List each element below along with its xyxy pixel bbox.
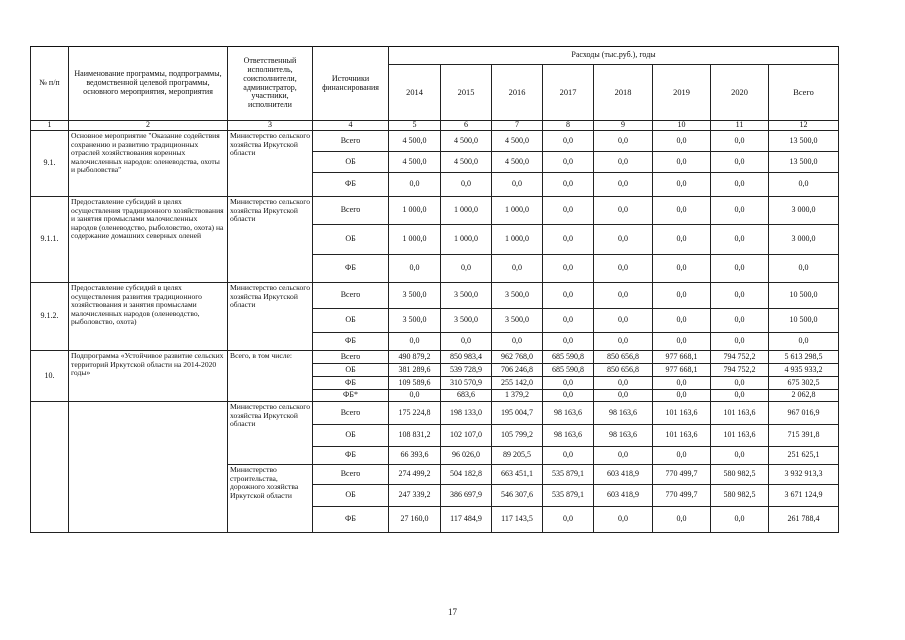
source-cell: Всего (313, 465, 389, 485)
column-number: 11 (711, 121, 769, 131)
value-cell: 0,0 (711, 309, 769, 333)
value-cell: 98 163,6 (594, 402, 653, 425)
value-cell: 0,0 (594, 173, 653, 197)
source-cell: ФБ* (313, 390, 389, 402)
value-cell: 175 224,8 (389, 402, 441, 425)
executor-name: Министерство строительства, дорожного хозяйства Иркутской области (228, 465, 313, 533)
value-cell: 794 752,2 (711, 364, 769, 377)
value-cell: 0,0 (594, 390, 653, 402)
value-cell: 3 500,0 (389, 283, 441, 309)
empty-cell (31, 402, 69, 533)
source-cell: Всего (313, 131, 389, 152)
value-cell: 0,0 (653, 173, 711, 197)
value-cell: 0,0 (653, 225, 711, 255)
value-cell: 0,0 (543, 333, 594, 351)
value-cell: 0,0 (653, 447, 711, 465)
value-cell: 715 391,8 (769, 425, 839, 447)
value-cell: 13 500,0 (769, 131, 839, 152)
header-executor: Ответственный исполнитель, соисполнители, администратор, участники, исполнители (228, 47, 313, 121)
value-cell: 794 752,2 (711, 351, 769, 364)
value-cell: 105 799,2 (492, 425, 543, 447)
value-cell: 0,0 (711, 152, 769, 173)
value-cell: 0,0 (711, 283, 769, 309)
value-cell: 0,0 (594, 309, 653, 333)
value-cell: 0,0 (389, 255, 441, 283)
value-cell: 770 499,7 (653, 465, 711, 485)
column-number: 1 (31, 121, 69, 131)
value-cell: 0,0 (653, 333, 711, 351)
value-cell: 0,0 (543, 255, 594, 283)
table-row (31, 197, 839, 225)
table-row (31, 402, 839, 425)
value-cell: 0,0 (711, 131, 769, 152)
source-cell: ОБ (313, 425, 389, 447)
header-year: 2018 (594, 65, 653, 121)
value-cell: 490 879,2 (389, 351, 441, 364)
source-cell: ФБ (313, 173, 389, 197)
value-cell: 0,0 (653, 309, 711, 333)
value-cell: 3 500,0 (389, 309, 441, 333)
value-cell: 977 668,1 (653, 364, 711, 377)
value-cell: 4 500,0 (389, 152, 441, 173)
program-name: Подпрограмма «Устойчивое развитие сельских территорий Иркутской области на 2014-2020 годы» (69, 351, 228, 402)
value-cell: 706 246,8 (492, 364, 543, 377)
value-cell: 3 500,0 (441, 309, 492, 333)
program-name: Предоставление субсидий в целях осуществления развития традиционного хозяйствования и занятия промыслами малочисленных народов (оленеводство, рыболовство, охота) (69, 283, 228, 351)
value-cell: 10 500,0 (769, 309, 839, 333)
value-cell: 1 000,0 (389, 225, 441, 255)
value-cell: 0,0 (653, 131, 711, 152)
empty-cell (69, 402, 228, 533)
value-cell: 1 000,0 (492, 225, 543, 255)
value-cell: 850 983,4 (441, 351, 492, 364)
value-cell: 0,0 (543, 447, 594, 465)
value-cell: 535 879,1 (543, 465, 594, 485)
header-year: 2014 (389, 65, 441, 121)
value-cell: 1 000,0 (441, 225, 492, 255)
value-cell: 3 500,0 (492, 309, 543, 333)
value-cell: 0,0 (492, 333, 543, 351)
value-cell: 0,0 (769, 173, 839, 197)
value-cell: 3 500,0 (492, 283, 543, 309)
value-cell: 3 000,0 (769, 225, 839, 255)
column-number: 3 (228, 121, 313, 131)
value-cell: 4 500,0 (389, 131, 441, 152)
source-cell: Всего (313, 402, 389, 425)
column-number: 7 (492, 121, 543, 131)
value-cell: 0,0 (441, 255, 492, 283)
value-cell: 0,0 (653, 377, 711, 390)
source-cell: ФБ (313, 507, 389, 533)
source-cell: ОБ (313, 309, 389, 333)
value-cell: 255 142,0 (492, 377, 543, 390)
value-cell: 0,0 (543, 377, 594, 390)
value-cell: 386 697,9 (441, 485, 492, 507)
value-cell: 251 625,1 (769, 447, 839, 465)
row-number: 9.1.1. (31, 197, 69, 283)
value-cell: 683,6 (441, 390, 492, 402)
program-name: Основное мероприятие "Оказание содействия сохранению и развитию традиционных отраслей хозяйствования коренных малочисленных народов: оленеводства, охоты и рыболовства" (69, 131, 228, 197)
row-number: 10. (31, 351, 69, 402)
value-cell: 0,0 (653, 507, 711, 533)
value-cell: 539 728,9 (441, 364, 492, 377)
value-cell: 685 590,8 (543, 364, 594, 377)
value-cell: 0,0 (653, 255, 711, 283)
row-number: 9.1.2. (31, 283, 69, 351)
value-cell: 0,0 (543, 283, 594, 309)
value-cell: 675 302,5 (769, 377, 839, 390)
value-cell: 0,0 (594, 507, 653, 533)
value-cell: 0,0 (441, 333, 492, 351)
table-row (31, 283, 839, 309)
value-cell: 0,0 (711, 255, 769, 283)
value-cell: 102 107,0 (441, 425, 492, 447)
column-number: 9 (594, 121, 653, 131)
header-source: Источники финансирования (313, 47, 389, 121)
table-row (31, 351, 839, 364)
page-number: 17 (448, 607, 457, 617)
header-num: № п/п (31, 47, 69, 121)
column-number: 12 (769, 121, 839, 131)
value-cell: 0,0 (543, 131, 594, 152)
budget-table (30, 46, 839, 533)
value-cell: 195 004,7 (492, 402, 543, 425)
value-cell: 0,0 (441, 173, 492, 197)
value-cell: 0,0 (594, 152, 653, 173)
value-cell: 0,0 (543, 507, 594, 533)
header-year: 2017 (543, 65, 594, 121)
value-cell: 66 393,6 (389, 447, 441, 465)
header-year: 2016 (492, 65, 543, 121)
column-number: 5 (389, 121, 441, 131)
value-cell: 0,0 (594, 377, 653, 390)
row-number: 9.1. (31, 131, 69, 197)
value-cell: 310 570,9 (441, 377, 492, 390)
source-cell: Всего (313, 283, 389, 309)
executor-name: Министерство сельского хозяйства Иркутской области (228, 283, 313, 351)
executor-name: Министерство сельского хозяйства Иркутской области (228, 197, 313, 283)
header-total: Всего (769, 65, 839, 121)
value-cell: 101 163,6 (653, 402, 711, 425)
value-cell: 4 500,0 (492, 131, 543, 152)
source-cell: Всего (313, 351, 389, 364)
value-cell: 0,0 (711, 197, 769, 225)
value-cell: 117 143,5 (492, 507, 543, 533)
value-cell: 3 671 124,9 (769, 485, 839, 507)
header-name: Наименование программы, подпрограммы, ведомственной целевой программы, основного мероприятия, мероприятия (69, 47, 228, 121)
value-cell: 603 418,9 (594, 465, 653, 485)
value-cell: 0,0 (711, 225, 769, 255)
value-cell: 0,0 (594, 131, 653, 152)
value-cell: 580 982,5 (711, 485, 769, 507)
value-cell: 1 000,0 (389, 197, 441, 225)
column-number: 4 (313, 121, 389, 131)
value-cell: 0,0 (543, 173, 594, 197)
value-cell: 0,0 (769, 255, 839, 283)
value-cell: 101 163,6 (711, 402, 769, 425)
value-cell: 0,0 (543, 197, 594, 225)
value-cell: 198 133,0 (441, 402, 492, 425)
value-cell: 0,0 (543, 152, 594, 173)
value-cell: 0,0 (769, 333, 839, 351)
value-cell: 261 788,4 (769, 507, 839, 533)
header-expenses: Расходы (тыс.руб.), годы (389, 47, 839, 65)
value-cell: 27 160,0 (389, 507, 441, 533)
value-cell: 850 656,8 (594, 364, 653, 377)
table-row (31, 131, 839, 152)
value-cell: 0,0 (389, 333, 441, 351)
value-cell: 0,0 (653, 197, 711, 225)
source-cell: ФБ (313, 447, 389, 465)
value-cell: 4 935 933,2 (769, 364, 839, 377)
value-cell: 0,0 (594, 333, 653, 351)
source-cell: ОБ (313, 364, 389, 377)
value-cell: 850 656,8 (594, 351, 653, 364)
value-cell: 504 182,8 (441, 465, 492, 485)
value-cell: 967 016,9 (769, 402, 839, 425)
header-row (31, 47, 839, 65)
value-cell: 0,0 (711, 173, 769, 197)
value-cell: 0,0 (492, 255, 543, 283)
value-cell: 0,0 (594, 283, 653, 309)
value-cell: 1 000,0 (492, 197, 543, 225)
value-cell: 4 500,0 (441, 131, 492, 152)
value-cell: 108 831,2 (389, 425, 441, 447)
value-cell: 96 026,0 (441, 447, 492, 465)
value-cell: 0,0 (492, 173, 543, 197)
value-cell: 580 982,5 (711, 465, 769, 485)
value-cell: 101 163,6 (653, 425, 711, 447)
value-cell: 109 589,6 (389, 377, 441, 390)
value-cell: 13 500,0 (769, 152, 839, 173)
value-cell: 603 418,9 (594, 485, 653, 507)
value-cell: 0,0 (594, 225, 653, 255)
value-cell: 1 379,2 (492, 390, 543, 402)
value-cell: 98 163,6 (543, 402, 594, 425)
source-cell: Всего (313, 197, 389, 225)
column-number: 2 (69, 121, 228, 131)
header-year: 2015 (441, 65, 492, 121)
executor-name: Министерство сельского хозяйства Иркутской области (228, 131, 313, 197)
source-cell: ОБ (313, 225, 389, 255)
value-cell: 962 768,0 (492, 351, 543, 364)
executor-name: Министерство сельского хозяйства Иркутской области (228, 402, 313, 465)
value-cell: 0,0 (543, 225, 594, 255)
value-cell: 98 163,6 (594, 425, 653, 447)
value-cell: 770 499,7 (653, 485, 711, 507)
value-cell: 0,0 (711, 377, 769, 390)
column-number: 8 (543, 121, 594, 131)
value-cell: 0,0 (711, 390, 769, 402)
value-cell: 0,0 (543, 390, 594, 402)
value-cell: 0,0 (389, 173, 441, 197)
value-cell: 2 062,8 (769, 390, 839, 402)
executor-name: Всего, в том числе: (228, 351, 313, 402)
value-cell: 0,0 (653, 152, 711, 173)
value-cell: 685 590,8 (543, 351, 594, 364)
value-cell: 89 205,5 (492, 447, 543, 465)
value-cell: 10 500,0 (769, 283, 839, 309)
source-cell: ФБ (313, 377, 389, 390)
value-cell: 117 484,9 (441, 507, 492, 533)
value-cell: 101 163,6 (711, 425, 769, 447)
program-name: Предоставление субсидий в целях осуществления традиционного хозяйствования и занятия промыслами малочисленных народов (оленеводство, рыболовство, охота) на содержание домашних северных оленей (69, 197, 228, 283)
column-number: 6 (441, 121, 492, 131)
value-cell: 0,0 (389, 390, 441, 402)
value-cell: 4 500,0 (492, 152, 543, 173)
value-cell: 247 339,2 (389, 485, 441, 507)
value-cell: 5 613 298,5 (769, 351, 839, 364)
source-cell: ОБ (313, 152, 389, 173)
source-cell: ФБ (313, 333, 389, 351)
source-cell: ФБ (313, 255, 389, 283)
value-cell: 977 668,1 (653, 351, 711, 364)
column-number-row (31, 121, 839, 131)
value-cell: 0,0 (653, 390, 711, 402)
value-cell: 0,0 (594, 447, 653, 465)
value-cell: 0,0 (711, 447, 769, 465)
value-cell: 3 500,0 (441, 283, 492, 309)
header-year: 2019 (653, 65, 711, 121)
value-cell: 0,0 (711, 333, 769, 351)
value-cell: 0,0 (594, 197, 653, 225)
column-number: 10 (653, 121, 711, 131)
value-cell: 535 879,1 (543, 485, 594, 507)
value-cell: 98 163,6 (543, 425, 594, 447)
value-cell: 546 307,6 (492, 485, 543, 507)
value-cell: 3 000,0 (769, 197, 839, 225)
value-cell: 0,0 (543, 309, 594, 333)
source-cell: ОБ (313, 485, 389, 507)
value-cell: 274 499,2 (389, 465, 441, 485)
value-cell: 1 000,0 (441, 197, 492, 225)
value-cell: 0,0 (653, 283, 711, 309)
header-year: 2020 (711, 65, 769, 121)
value-cell: 663 451,1 (492, 465, 543, 485)
value-cell: 381 289,6 (389, 364, 441, 377)
value-cell: 3 932 913,3 (769, 465, 839, 485)
value-cell: 4 500,0 (441, 152, 492, 173)
value-cell: 0,0 (594, 255, 653, 283)
value-cell: 0,0 (711, 507, 769, 533)
